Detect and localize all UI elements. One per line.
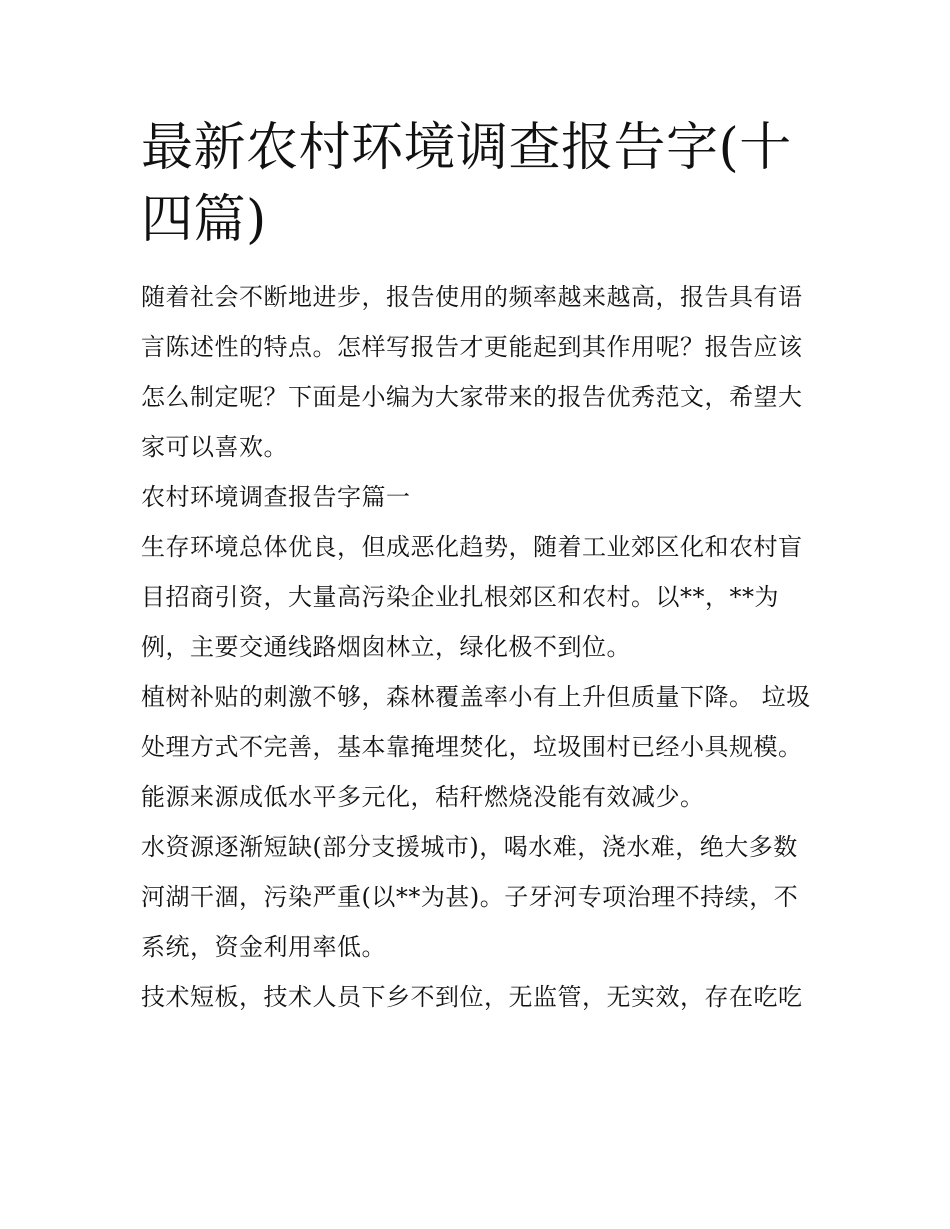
section-heading: 农村环境调查报告字篇一 [141,483,411,511]
paragraph-4: 水资源逐渐短缺(部分支援城市)，喝水难，浇水难，绝大多数河湖干涸，污染严重(以**为甚)。子牙河专项治理不持续，不系统，资金利用率低。 [141,833,799,961]
paragraph-3: 能源来源成低水平多元化，秸秆燃烧没能有效减少。 [141,783,705,811]
paragraph-2: 植树补贴的刺激不够，森林覆盖率小有上升但质量下降。 垃圾处理方式不完善，基本靠掩埋焚化，垃圾围村已经小具规模。 [141,683,811,761]
paragraph-5: 技术短板，技术人员下乡不到位，无监管，无实效，存在吃吃 [141,983,803,1011]
intro-paragraph: 随着社会不断地进步，报告使用的频率越来越高，报告具有语言陈述性的特点。怎样写报告才更能起到其作用呢？报告应该怎么制定呢？下面是小编为大家带来的报告优秀范文，希望大家可以喜欢。 [141,283,803,461]
paragraph-1: 生存环境总体优良，但成恶化趋势，随着工业郊区化和农村盲目招商引资，大量高污染企业扎根郊区和农村。以**，**为例，主要交通线路烟囱林立，绿化极不到位。 [141,533,803,661]
document-title: 最新农村环境调查报告字(十四篇) [141,118,792,250]
document-body [141,112,813,1022]
